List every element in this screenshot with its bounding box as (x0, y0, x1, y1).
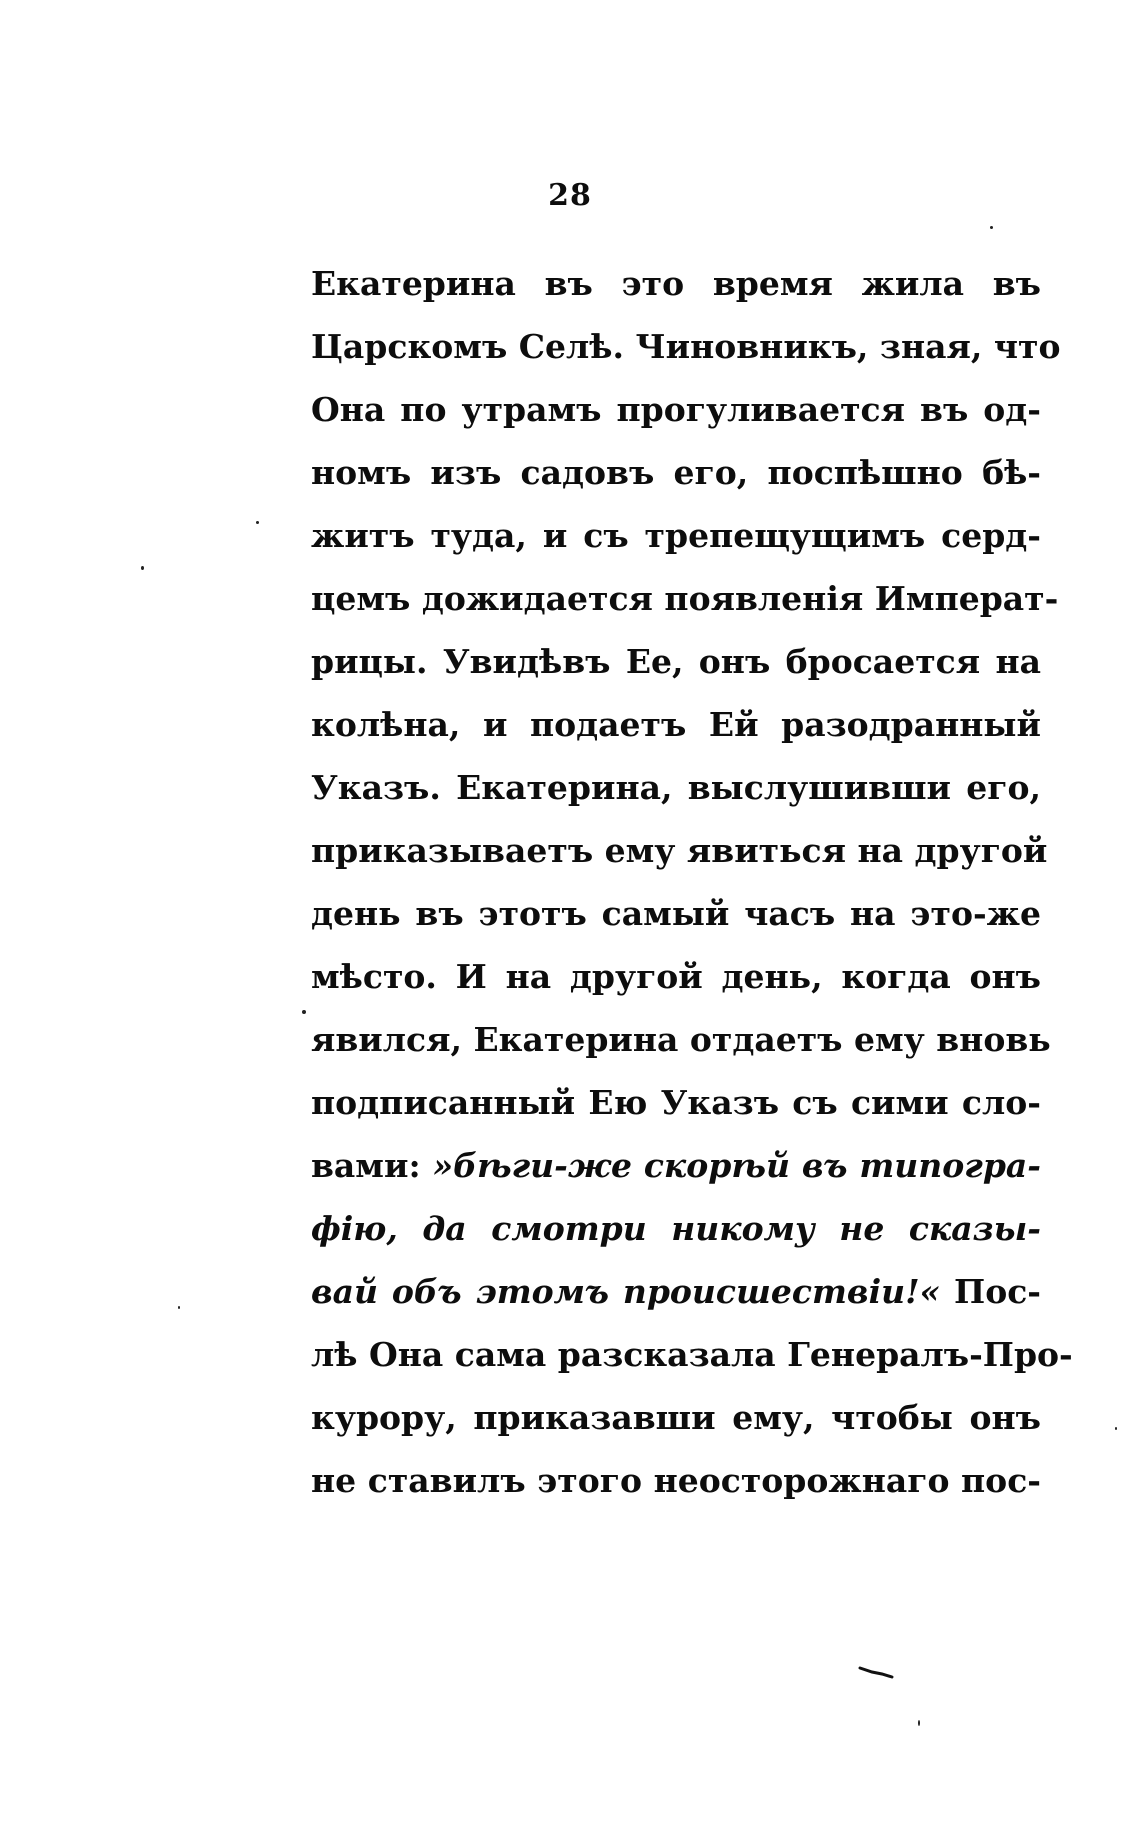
text-line-17 (311, 1260, 1041, 1323)
text-line-15 (311, 1134, 1041, 1197)
text-line-7: рицы. Увидѣвъ Ее, онъ бросается на (311, 642, 1041, 681)
ink-speck (302, 1010, 306, 1014)
text-line-15-lead: вами: (311, 1146, 421, 1185)
ink-speck (178, 1306, 180, 1309)
ink-speck (141, 566, 144, 570)
text-line-1: Екатерина въ это время жила въ (311, 264, 1041, 303)
text-line-17-tail: Пос- (954, 1272, 1041, 1311)
text-line-8: колѣна, и подаетъ Ей разодранный (311, 705, 1041, 744)
text-line-11: день въ этотъ самый часъ на это-же (311, 894, 1041, 933)
ink-speck (990, 226, 993, 229)
text-line-19: курору, приказавши ему, чтобы онъ (311, 1398, 1041, 1437)
ink-speck (256, 521, 259, 524)
ink-smudge-mark (858, 1665, 898, 1679)
italic-quote-end: вай объ этомъ происшествіи!« (311, 1272, 941, 1311)
body-text (311, 252, 1073, 1512)
text-line-10: приказываетъ ему явиться на другой (311, 831, 1048, 870)
text-line-2: Царскомъ Селѣ. Чиновникъ, зная, что (311, 327, 1061, 366)
ink-speck (1115, 1427, 1117, 1430)
text-line-6: цемъ дожидается появленія Императ- (311, 579, 1059, 618)
text-line-4: номъ изъ садовъ его, поспѣшно бѣ- (311, 453, 1041, 492)
ink-speck (918, 1720, 920, 1726)
text-line-5: житъ туда, и съ трепещущимъ серд- (311, 516, 1041, 555)
text-line-9: Указъ. Екатерина, выслушивши его, (311, 768, 1041, 807)
text-line-20: не ставилъ этого неосторожнаго пос- (311, 1461, 1041, 1500)
text-line-3: Она по утрамъ прогуливается въ од- (311, 390, 1041, 429)
text-line-16: фію, да смотри никому не сказы- (311, 1209, 1041, 1248)
text-line-14: подписанный Ею Указъ съ сими сло- (311, 1083, 1041, 1122)
italic-quote-start: »бѣги-же скорѣй въ типогра- (432, 1146, 1041, 1185)
text-line-18: лѣ Она сама разсказала Генералъ-Про- (311, 1335, 1073, 1374)
text-line-13: явился, Екатерина отдаетъ ему вновь (311, 1020, 1051, 1059)
text-line-12: мѣсто. И на другой день, когда онъ (311, 957, 1041, 996)
page-number: 28 (548, 178, 592, 213)
